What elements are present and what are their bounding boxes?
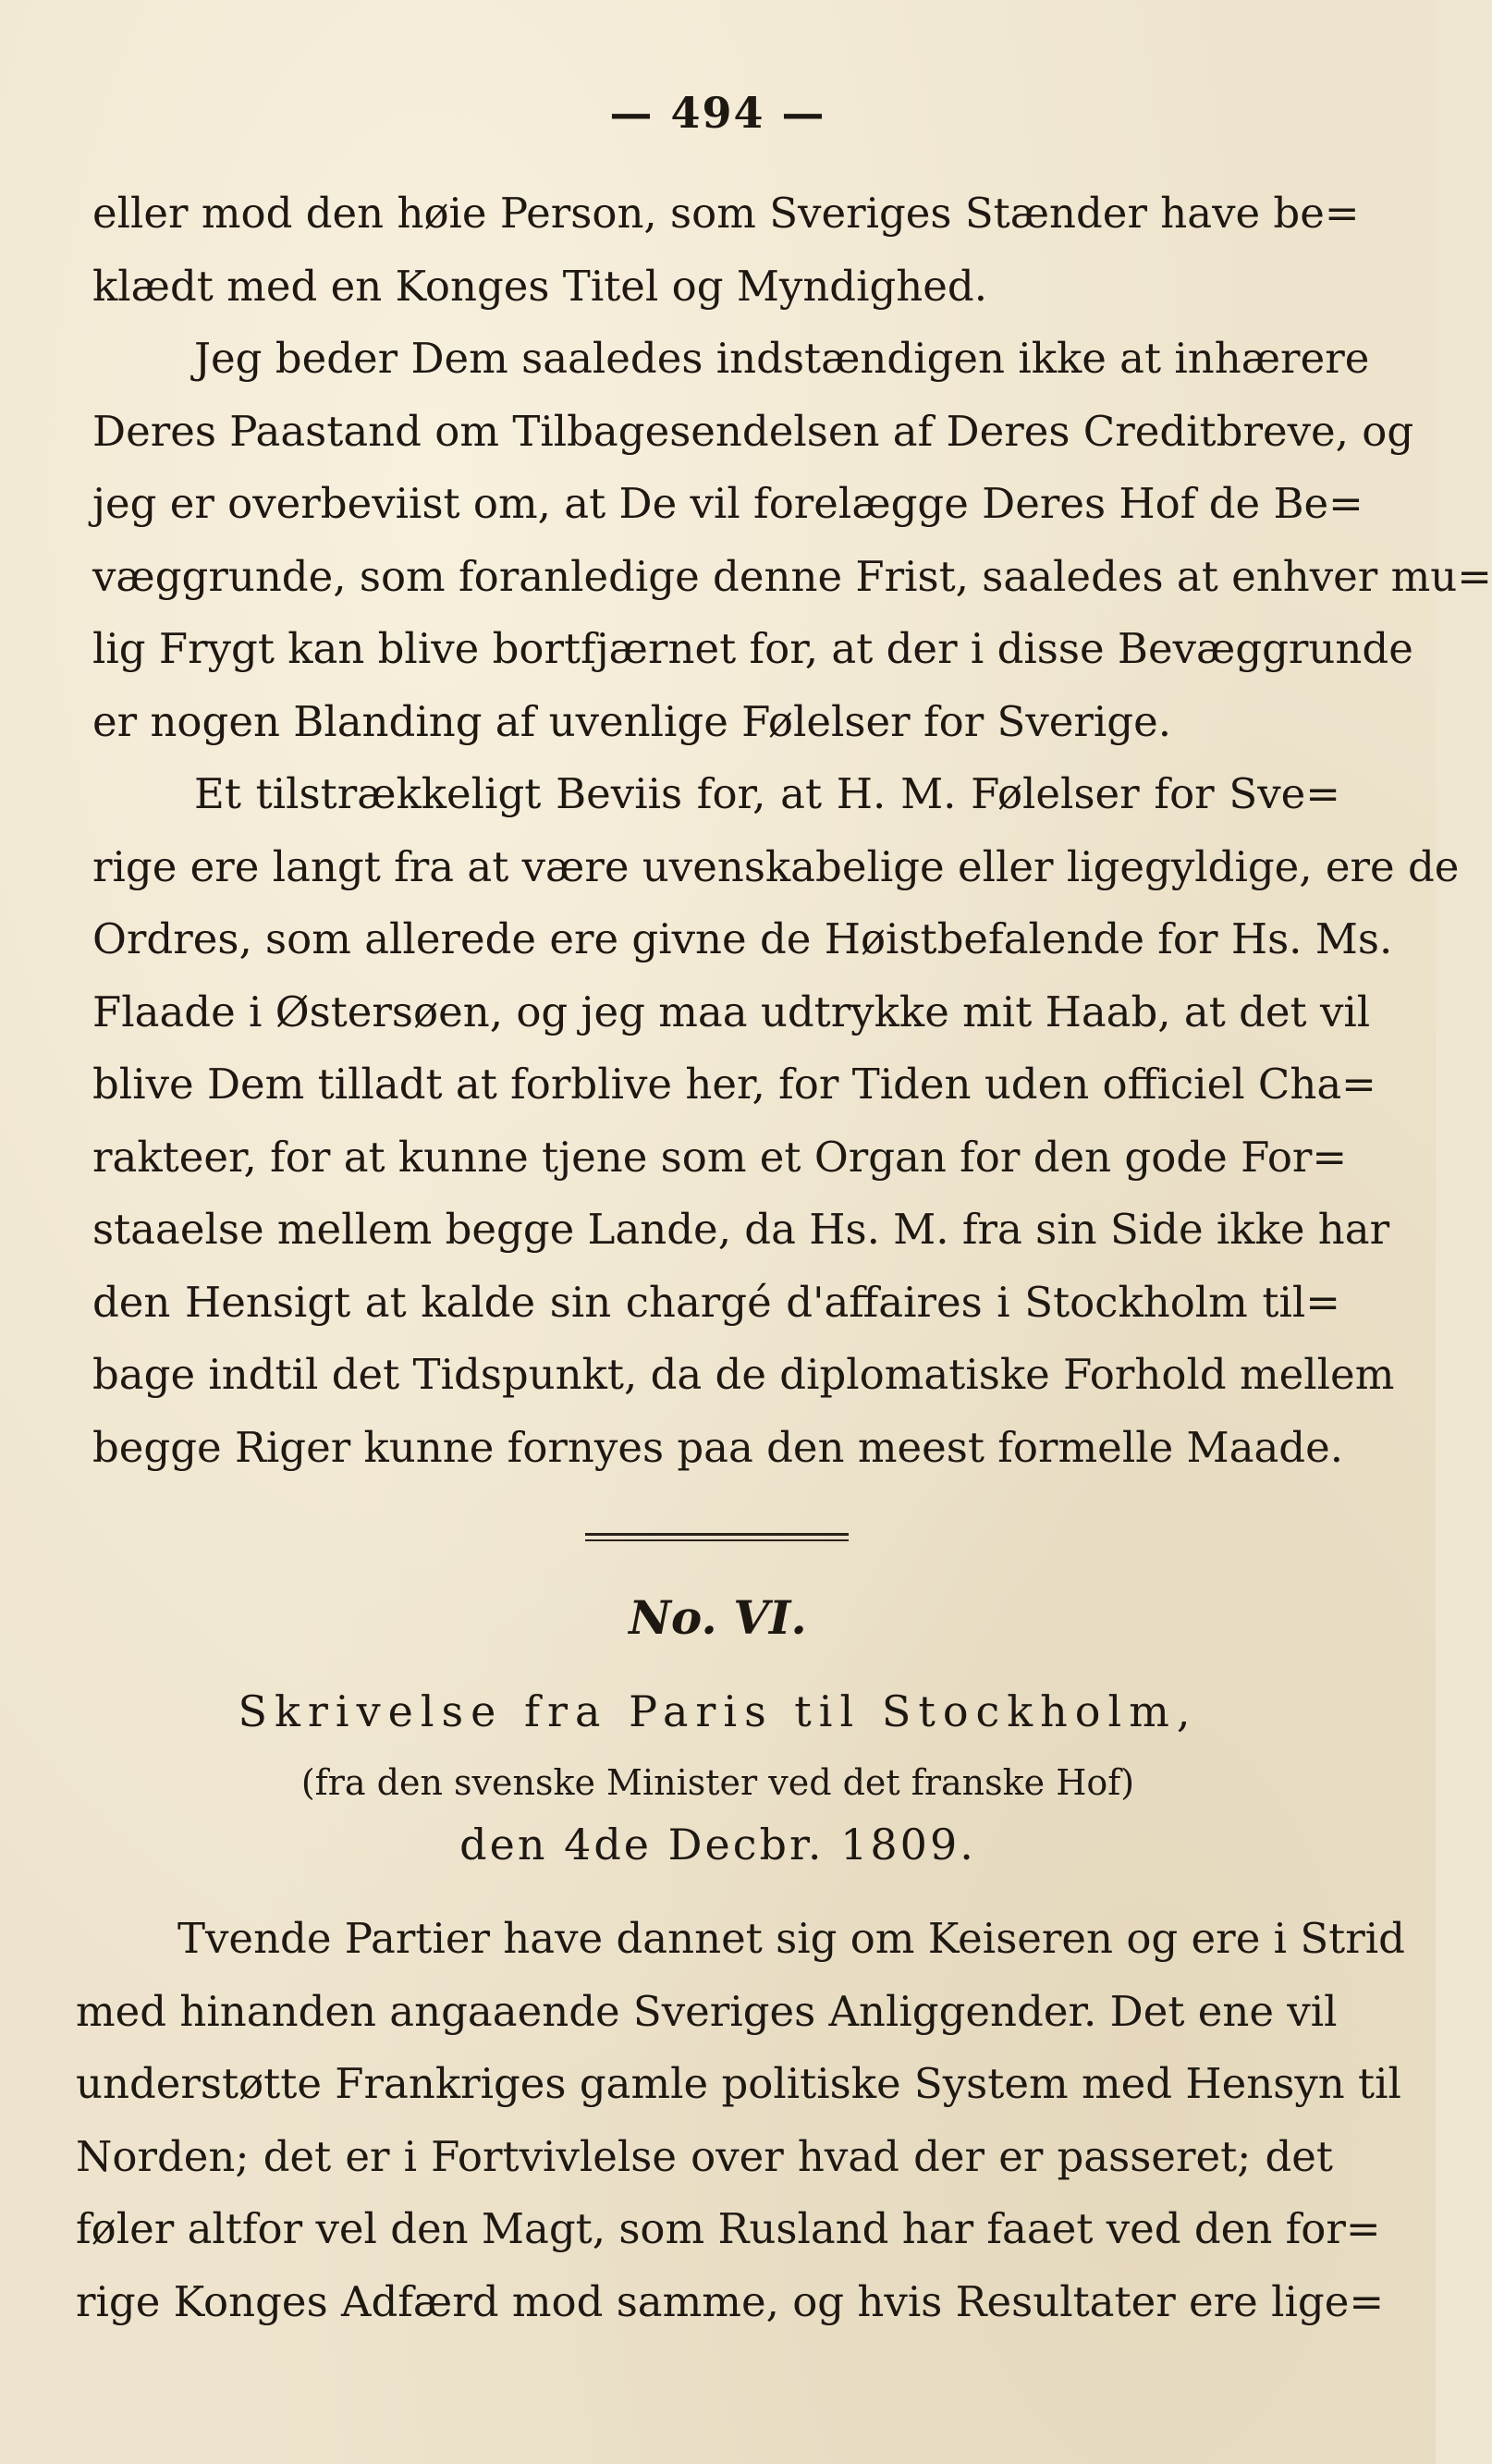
letter-body [76, 1903, 1405, 2338]
text-line: eller mod den høie Person, som Sveriges Stænder have be= [92, 189, 1360, 238]
text-line: væggrunde, som foranledige denne Frist, saaledes at enhver mu= [92, 551, 1492, 601]
text-line: med hinanden angaaende Sveriges Anliggender. Det ene vil [76, 1986, 1338, 2036]
text-line: Flaade i Østersøen, og jeg maa udtrykke mit Haab, at det vil [92, 987, 1371, 1036]
text-line: staaelse mellem begge Lande, da Hs. M. fra sin Side ikke har [92, 1205, 1390, 1254]
text-line: Deres Paastand om Tilbagesendelsen af Deres Creditbreve, og [92, 406, 1414, 456]
text-line: rige Konges Adfærd mod samme, og hvis Resultater ere lige= [76, 2276, 1385, 2326]
text-line: Ordres, som allerede ere givne de Høistbefalende for Hs. Ms. [92, 914, 1393, 963]
text-line: lig Frygt kan blive bortfjærnet for, at der i disse Bevæggrunde [92, 624, 1413, 673]
page-number: — 494 — [609, 88, 826, 138]
text-line: rakteer, for at kunne tjene som et Organ for den gode For= [92, 1132, 1348, 1182]
text-line: understøtte Frankriges gamle politiske System med Hensyn til [76, 2059, 1401, 2108]
text-line: er nogen Blanding af uvenlige Følelser for Sverige. [92, 696, 1172, 746]
text-line: begge Riger kunne fornyes paa den meest formelle Maade. [92, 1422, 1344, 1472]
letter-body-continued [92, 178, 1492, 1484]
text-line: Norden; det er i Fortvivlelse over hvad der er passeret; det [76, 2131, 1333, 2181]
document-title: Skrivelse fra Paris til Stockholm, [238, 1686, 1198, 1736]
text-line: rige ere langt fra at være uvenskabelige eller ligegyldige, ere de [92, 841, 1460, 891]
text-line: klædt med en Konges Titel og Myndighed. [92, 261, 988, 311]
text-line: den Hensigt at kalde sin chargé d'affaires i Stockholm til= [92, 1277, 1340, 1327]
section-divider [585, 1533, 849, 1536]
text-line: bage indtil det Tidspunkt, da de diplomatiske Forhold mellem [92, 1350, 1395, 1399]
text-line: Jeg beder Dem saaledes indstændigen ikke at inhærere [194, 334, 1370, 383]
text-line: Tvende Partier have dannet sig om Keiseren og ere i Strid [177, 1914, 1405, 1963]
text-line: Et tilstrækkeligt Beviis for, at H. M. Følelser for Sve= [194, 769, 1340, 818]
text-line: føler altfor vel den Magt, som Rusland har faaet ved den for= [76, 2204, 1381, 2253]
text-line: blive Dem tilladt at forblive her, for Tiden uden officiel Cha= [92, 1060, 1376, 1109]
text-line: jeg er overbeviist om, at De vil forelægge Deres Hof de Be= [92, 479, 1364, 528]
document-number: No. VI. [629, 1590, 807, 1645]
document-date: den 4de Decbr. 1809. [459, 1820, 976, 1869]
document-subtitle: (fra den svenske Minister ved det franske Hof) [300, 1762, 1135, 1803]
